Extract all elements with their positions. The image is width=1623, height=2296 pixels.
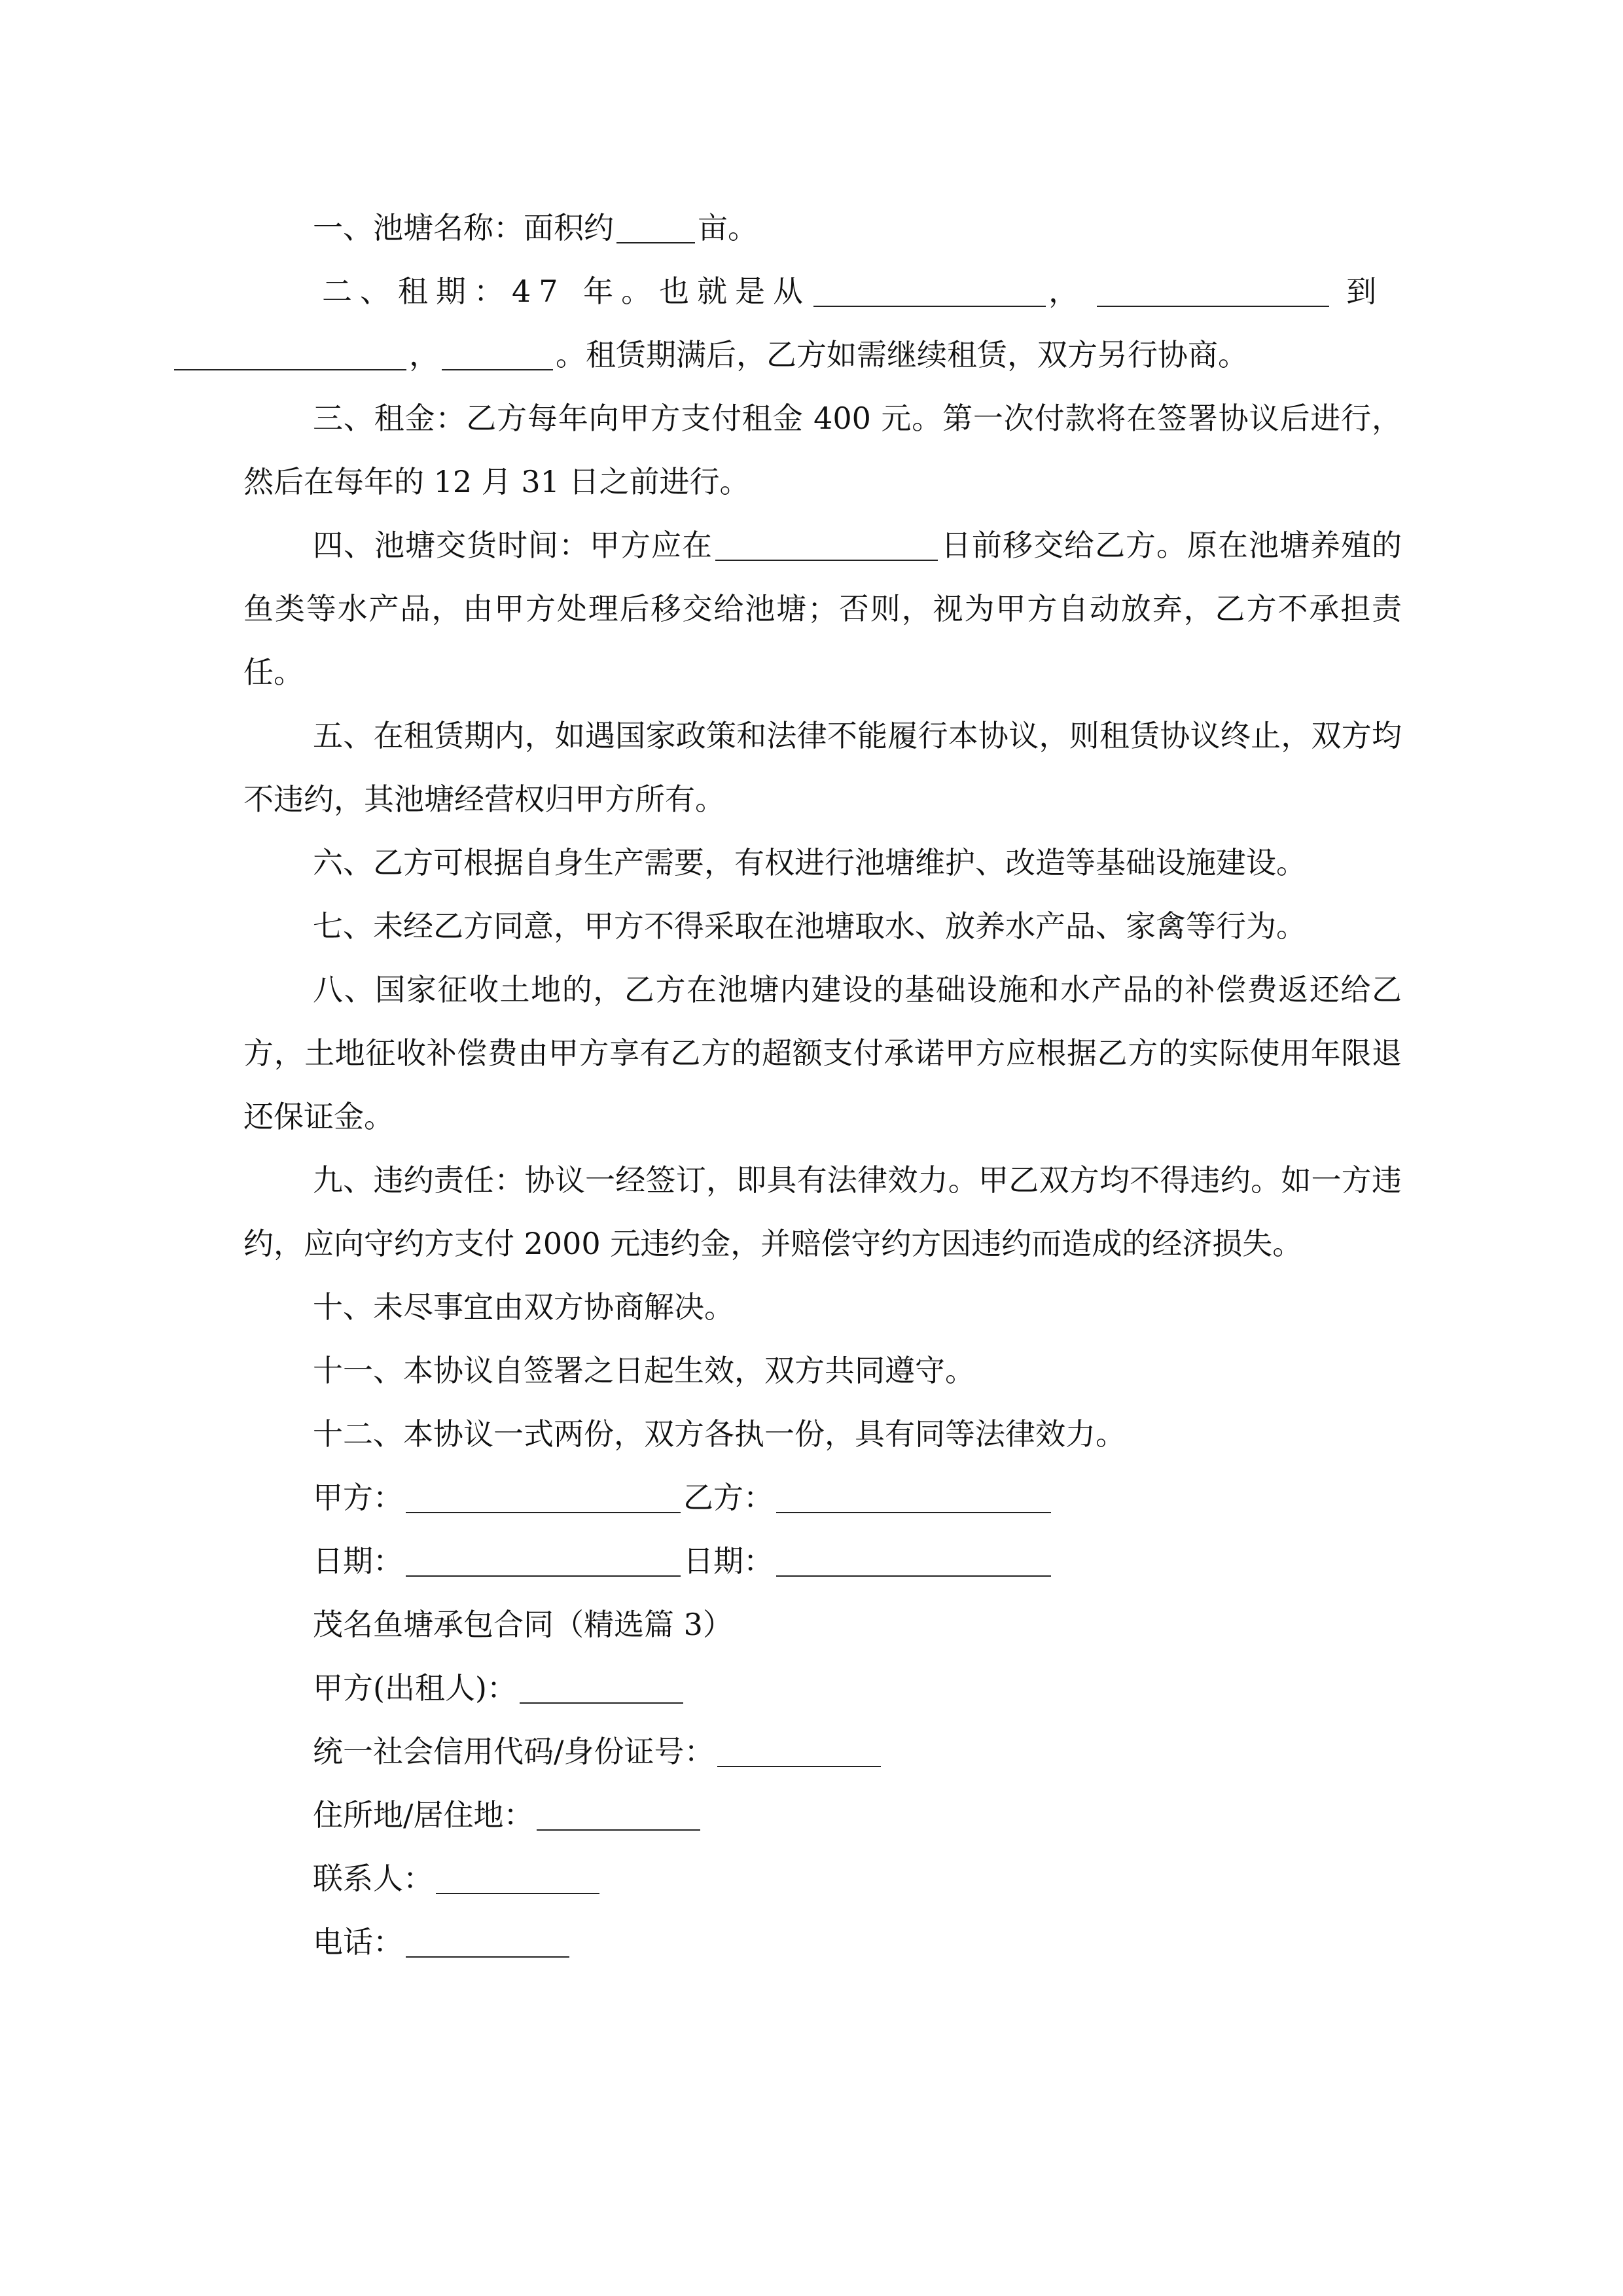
party-a-label: 甲方： xyxy=(313,1480,403,1515)
clause-1 xyxy=(243,196,1402,260)
start-date-blank-2 xyxy=(1097,276,1329,307)
clause-12: 十二、本协议一式两份，双方各执一份，具有同等法律效力。 xyxy=(313,1416,1126,1452)
clause-6: 六、乙方可根据自身生产需要，有权进行池塘维护、改造等基础设施建设。 xyxy=(313,845,1306,880)
start-date-blank xyxy=(813,276,1046,307)
clause-2-comma-2: ， xyxy=(409,337,439,372)
clause-2-renewal: 。租赁期满后，乙方如需继续租赁，双方另行协商。 xyxy=(556,337,1248,372)
contact-label: 联系人： xyxy=(313,1861,433,1896)
clause-2-to: 到 xyxy=(1346,274,1377,309)
clause-7: 七、未经乙方同意，甲方不得采取在池塘取水、放养水产品、家禽等行为。 xyxy=(313,908,1306,944)
credit-code-row xyxy=(243,1720,1402,1784)
phone-row xyxy=(243,1910,1402,1974)
signature-row xyxy=(243,1466,1402,1530)
document-body xyxy=(243,196,1402,1974)
contact-blank xyxy=(436,1863,599,1894)
clause-5: 五、在租赁期内，如遇国家政策和法律不能履行本协议，则租赁协议终止，双方均不违约，其池塘经营权归甲方所有。 xyxy=(243,718,1402,817)
phone-label: 电话： xyxy=(313,1924,403,1960)
party-b-blank xyxy=(776,1482,1051,1513)
clause-1-unit: 亩。 xyxy=(698,210,758,245)
end-date-blank-2 xyxy=(442,339,553,370)
clause-4 xyxy=(243,514,1402,704)
date-b-blank xyxy=(776,1545,1051,1577)
address-blank xyxy=(537,1799,700,1831)
clause-4-text: 四、池塘交货时间：甲方应在 xyxy=(313,528,713,563)
credit-code-label: 统一社会信用代码/身份证号： xyxy=(313,1734,715,1769)
party-b-label: 乙方： xyxy=(683,1480,774,1515)
date-b-label: 日期： xyxy=(683,1543,774,1579)
clause-1-text: 一、池塘名称：面积约 xyxy=(313,210,614,245)
clause-4-rest: 日前移交给乙方。原在池塘养殖的鱼类等水产品，由甲方处理后移交给池塘；否则，视为甲方自动放弃，乙方不承担责任。 xyxy=(243,528,1402,690)
credit-code-blank xyxy=(717,1736,881,1767)
clause-2 xyxy=(243,260,1402,387)
clause-2-text: 二、租期：47 年。也就是从 xyxy=(322,274,812,309)
phone-blank xyxy=(406,1926,569,1958)
date-a-blank xyxy=(406,1545,681,1577)
contact-row xyxy=(243,1847,1402,1910)
lessor-blank xyxy=(520,1672,683,1704)
area-blank xyxy=(616,212,695,243)
clause-2-comma-1: ， xyxy=(1048,274,1079,309)
party-a-blank xyxy=(406,1482,681,1513)
lessor-row xyxy=(243,1657,1402,1720)
clause-11: 十一、本协议自签署之日起生效，双方共同遵守。 xyxy=(313,1353,975,1388)
clause-8: 八、国家征收土地的，乙方在池塘内建设的基础设施和水产品的补偿费返还给乙方，土地征收补偿费由甲方享有乙方的超额支付承诺甲方应根据乙方的实际使用年限退还保证金。 xyxy=(243,972,1402,1134)
clause-10: 十、未尽事宜由双方协商解决。 xyxy=(313,1289,734,1325)
address-label: 住所地/居住地： xyxy=(313,1797,534,1833)
clause-3: 三、租金：乙方每年向甲方支付租金 400 元。第一次付款将在签署协议后进行，然后在每年的 12 月 31 日之前进行。 xyxy=(243,401,1402,499)
next-contract-title: 茂名鱼塘承包合同（精选篇 3） xyxy=(313,1607,733,1642)
lessor-label: 甲方(出租人)： xyxy=(313,1670,517,1706)
date-row xyxy=(243,1530,1402,1593)
address-row xyxy=(243,1784,1402,1847)
clause-9: 九、违约责任：协议一经签订，即具有法律效力。甲乙双方均不得违约。如一方违约，应向守约方支付 2000 元违约金，并赔偿守约方因违约而造成的经济损失。 xyxy=(243,1162,1402,1261)
delivery-date-blank xyxy=(715,529,938,561)
date-a-label: 日期： xyxy=(313,1543,403,1579)
end-date-blank xyxy=(174,339,406,370)
